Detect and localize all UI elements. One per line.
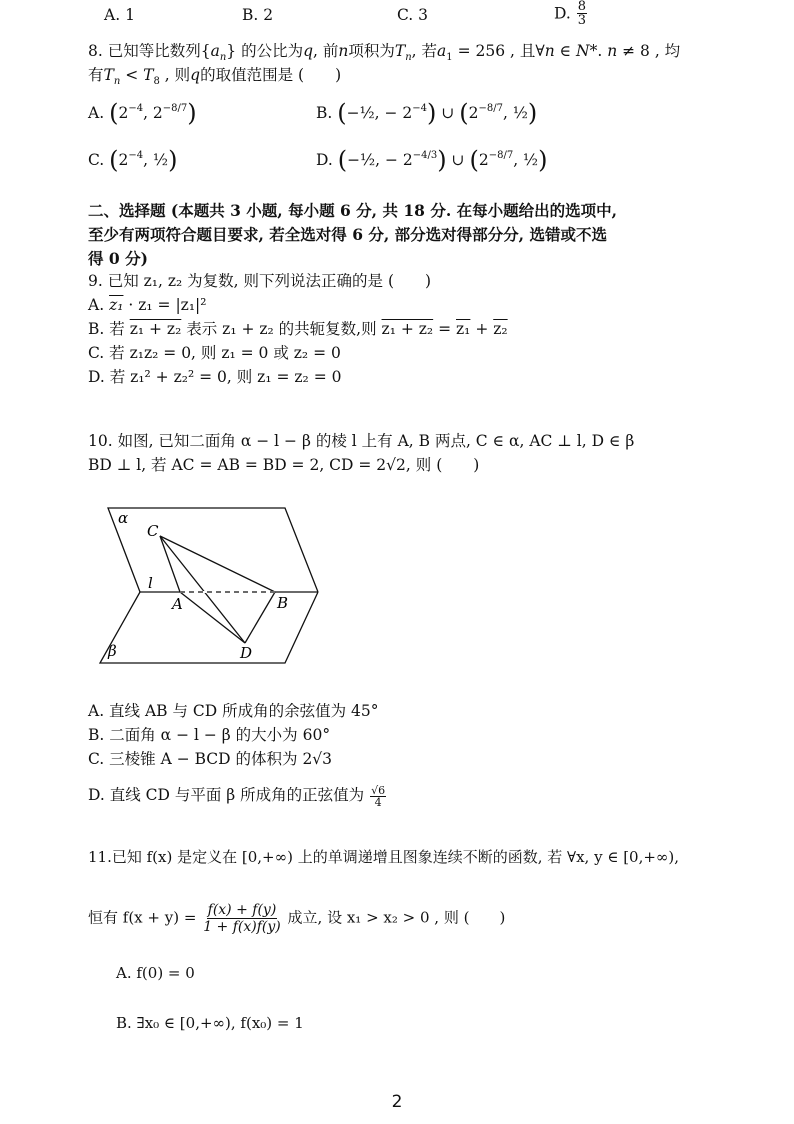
q11-option-b: B. ∃x₀ ∈ [0,+∞), f(x₀) = 1 [116,1014,304,1032]
q8-option-c: C. ($2^{-4}$, ½) [88,146,178,174]
q8-stem-line1: 8. 已知等比数列$\{a_n\}$ 的公比为q, 前n项积为$T_n$, 若$a_1 = 256$ , 且∀n ∈ N*. n ≠ 8 , 均 [88,42,681,63]
label-D: D [240,644,253,662]
q10-option-d: D. 直线 CD 与平面 β 所成角的正弦值为 $\frac{√6}{4}$ [88,783,386,809]
page-number: 2 [391,1092,403,1112]
dihedral-angle-figure [90,498,330,670]
q8-option-b: B. (−½, − $2^{-4}$) ∪ ($2^{-8/7}$, ½) [316,99,538,127]
q7-option-c: C. 3 [397,6,429,24]
q7-option-d: D. $\frac{8}{3}$ [554,0,587,28]
q8-option-d: D. (−½, − $2^{-4/3}$) ∪ ($2^{-8/7}$, ½) [316,146,548,174]
q9-stem: 9. 已知 z₁, z₂ 为复数, 则下列说法正确的是 ( ) [88,272,432,290]
q10-option-c: C. 三棱锥 A − BCD 的体积为 2√3 [88,750,333,768]
label-B: B [277,594,289,612]
q10-option-a: A. 直线 AB 与 CD 所成角的余弦值为 45° [88,702,379,720]
q11-stem-line2: 恒有 f(x + y) = $\frac{f(x) + f(y)}{1 + f(x)f(y)}$ 成立, 设 x₁ > x₂ > 0 , 则 ( ) [88,902,506,935]
section2-heading-line3: 得 0 分) [88,249,148,268]
q8-option-a: A. ($2^{-4}$, $2^{-8/7}$) [88,99,197,127]
q9-option-a: A. z₁ · z₁ = |z₁|² [88,296,207,314]
q10-option-b: B. 二面角 α − l − β 的大小为 60° [88,726,331,744]
segment-CD [160,536,245,643]
section2-heading-line1: 二、选择题 (本题共 3 小题, 每小题 6 分, 共 18 分. 在每小题给出的选项中, [88,201,618,220]
q9-option-c: C. 若 z₁z₂ = 0, 则 z₁ = 0 或 z₂ = 0 [88,344,341,362]
q11-option-a: A. f(0) = 0 [116,964,195,982]
label-A: A [172,595,183,613]
plane-alpha-outline [108,508,318,592]
q11-stem-line1: 11.已知 f(x) 是定义在 [0,+∞) 上的单调递增且图象连续不断的函数, 若 ∀x, y ∈ [0,+∞), [88,848,680,866]
label-alpha: α [118,509,129,527]
segment-AD [180,592,245,643]
label-l: l [148,574,153,592]
q7-option-b: B. 2 [242,6,274,24]
label-C: C [147,522,159,540]
q9-option-b: B. 若 z₁ + z₂ 表示 z₁ + z₂ 的共轭复数,则 z₁ + z₂ = z₁ + z₂ [88,320,508,338]
segment-BD [245,592,275,643]
section2-heading-line2: 至少有两项符合题目要求, 若全选对得 6 分, 部分选对得部分分, 选错或不选 [88,225,607,244]
q10-stem-line2: BD ⊥ l, 若 AC = AB = BD = 2, CD = 2√2, 则 ( ) [88,456,480,474]
q8-stem-line2: 有$T_n < T_8$ , 则q的取值范围是 ( ) [88,66,342,87]
q7-option-a: A. 1 [104,6,135,24]
q9-option-d: D. 若 z₁² + z₂² = 0, 则 z₁ = z₂ = 0 [88,368,342,386]
q10-stem-line1: 10. 如图, 已知二面角 α − l − β 的棱 l 上有 A, B 两点, C ∈ α, AC ⊥ l, D ∈ β [88,432,635,450]
label-beta: β [108,642,117,660]
